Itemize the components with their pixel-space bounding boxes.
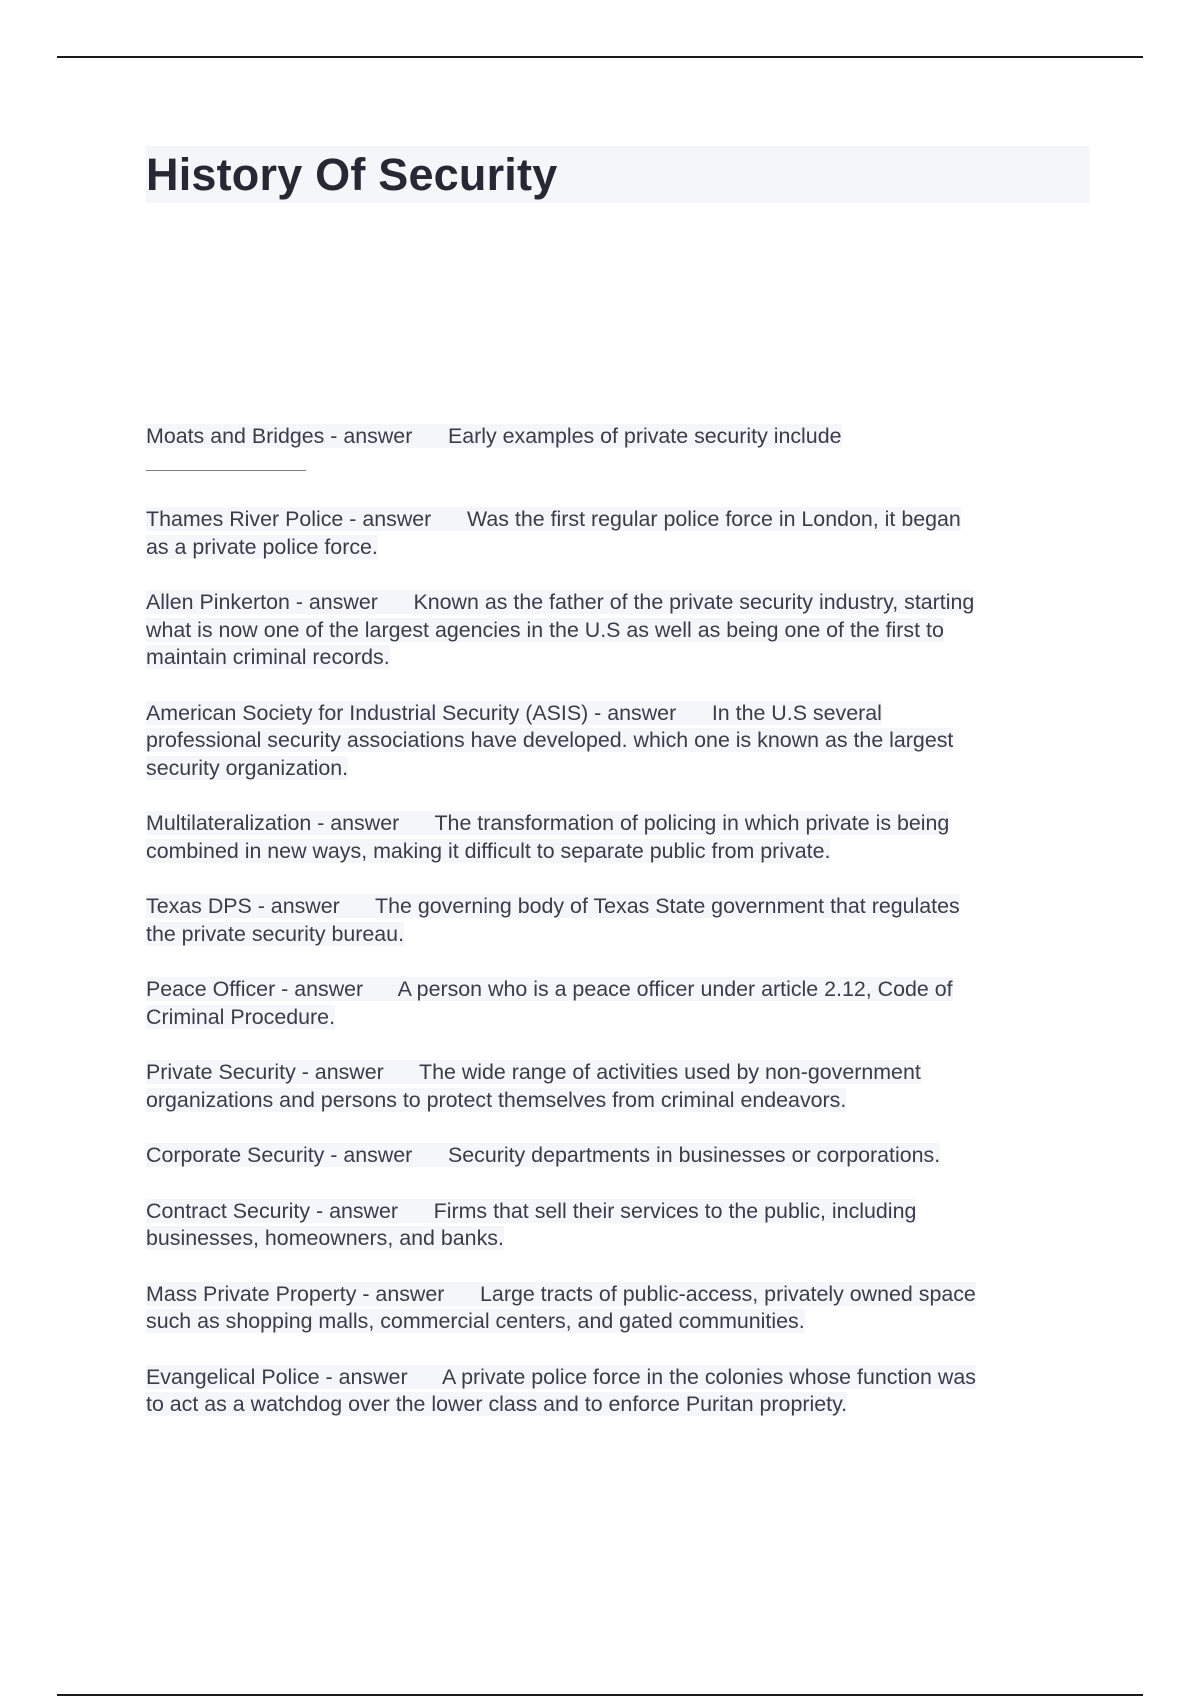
card-line: Criminal Procedure. xyxy=(146,1004,336,1029)
flashcard-item xyxy=(146,1364,1090,1419)
card-line: Contract Security - answer Firms that sell their services to the public, including xyxy=(146,1198,917,1223)
card-line: security organization. xyxy=(146,755,349,780)
card-line: Texas DPS - answer The governing body of Texas State government that regulates xyxy=(146,894,960,918)
page-title: History Of Security xyxy=(146,149,558,200)
flashcard-item xyxy=(146,1281,1090,1336)
card-line: American Society for Industrial Security (ASIS) - answer In the U.S several xyxy=(146,700,882,725)
top-rule xyxy=(57,56,1143,58)
card-line: as a private police force. xyxy=(146,534,378,559)
flashcard-item xyxy=(146,810,1090,865)
card-line: the private security bureau. xyxy=(146,921,405,946)
flashcard-item xyxy=(146,893,1090,948)
card-line: Peace Officer - answer A person who is a peace officer under article 2.12, Code of xyxy=(146,977,953,1001)
card-line: what is now one of the largest agencies in the U.S as well as being one of the first to xyxy=(146,617,944,642)
card-line: maintain criminal records. xyxy=(146,645,390,669)
flashcard-item xyxy=(146,700,1090,783)
card-line: Evangelical Police - answer A private police force in the colonies whose function was xyxy=(146,1364,976,1389)
flashcard-item xyxy=(146,1059,1090,1114)
flashcard-item xyxy=(146,1142,1090,1170)
card-line: such as shopping malls, commercial centers, and gated communities. xyxy=(146,1309,805,1333)
card-line: Allen Pinkerton - answer Known as the father of the private security industry, starting xyxy=(146,590,975,614)
card-line: to act as a watchdog over the lower class and to enforce Puritan propriety. xyxy=(146,1392,848,1416)
card-line: professional security associations have developed. which one is known as the largest xyxy=(146,728,954,752)
card-line: Moats and Bridges - answer Early examples of private security include xyxy=(146,424,842,448)
flashcard-item xyxy=(146,976,1090,1031)
card-line: Thames River Police - answer Was the first regular police force in London, it began xyxy=(146,507,961,531)
card-line: combined in new ways, making it difficult to separate public from private. xyxy=(146,838,831,863)
card-line: businesses, homeowners, and banks. xyxy=(146,1226,504,1250)
card-line: Multilateralization - answer The transformation of policing in which private is being xyxy=(146,811,950,835)
flashcard-item xyxy=(146,589,1090,672)
card-line: Mass Private Property - answer Large tracts of public-access, privately owned space xyxy=(146,1281,976,1306)
bottom-rule xyxy=(57,1694,1143,1696)
card-line: Private Security - answer The wide range of activities used by non-government xyxy=(146,1060,921,1084)
card-line: Corporate Security - answer Security departments in businesses or corporations. xyxy=(146,1143,941,1167)
blank-underline xyxy=(146,453,306,471)
flashcard-item xyxy=(146,1198,1090,1253)
flashcard-item xyxy=(146,506,1090,561)
flashcard-list xyxy=(146,423,1090,1447)
answer-blank xyxy=(146,451,1090,479)
flashcard-item xyxy=(146,423,1090,478)
card-line: organizations and persons to protect themselves from criminal endeavors. xyxy=(146,1087,847,1112)
